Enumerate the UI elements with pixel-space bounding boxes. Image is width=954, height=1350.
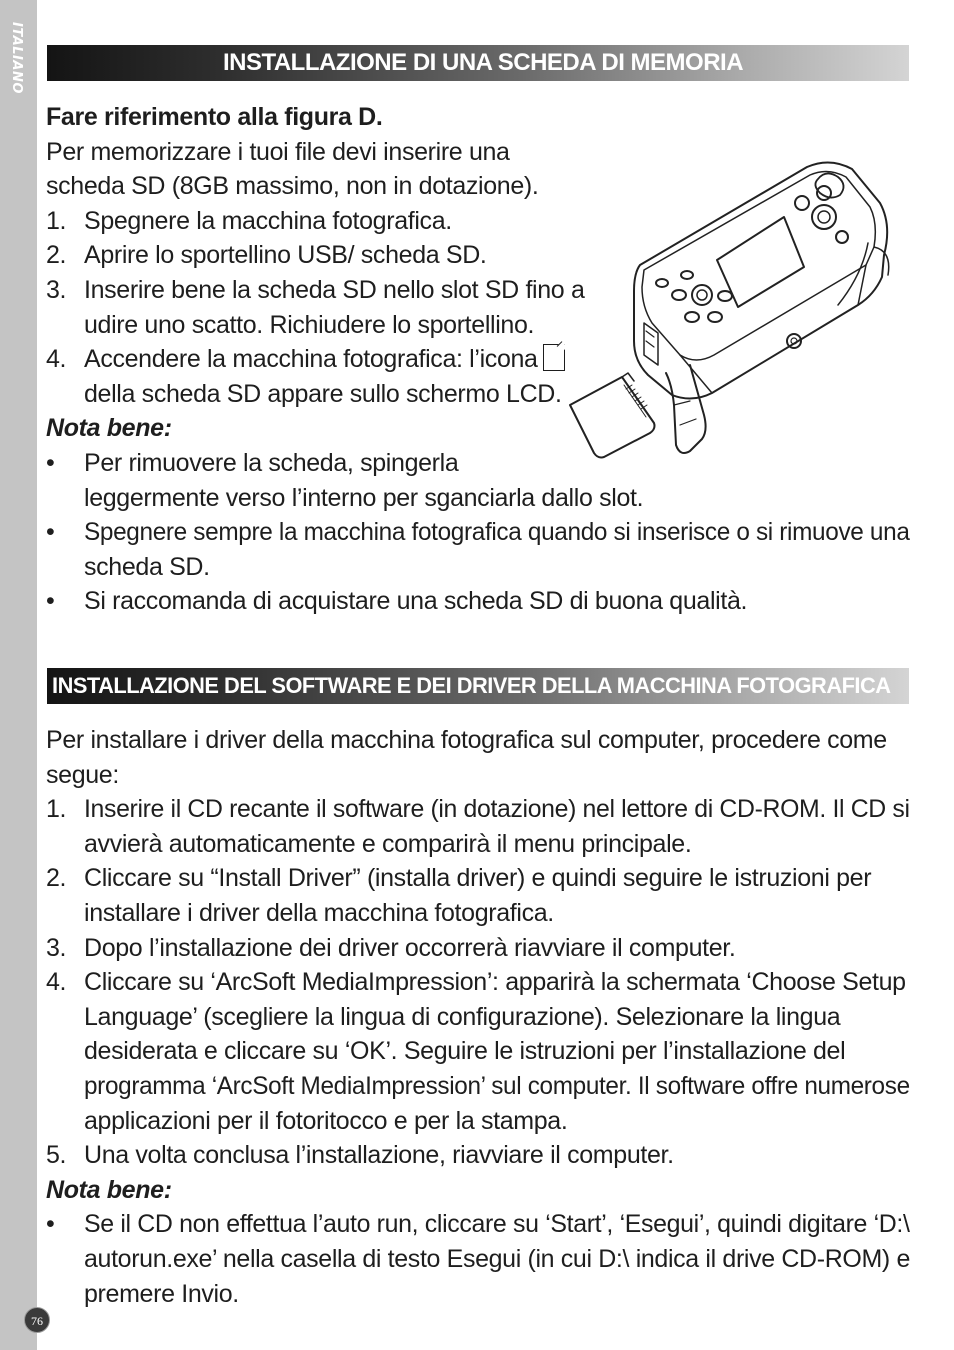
step-text: installare i driver della macchina fotografica. xyxy=(84,899,554,927)
bullet-symbol: • xyxy=(46,449,55,477)
step-text: applicazioni per il fotoritocco e per la stampa. xyxy=(84,1106,568,1135)
camera-button-icon xyxy=(692,285,712,305)
intro-line: scheda SD (8GB massimo, non in dotazione). xyxy=(46,172,539,201)
camera-button-icon xyxy=(685,312,699,322)
note-label: Nota bene: xyxy=(46,414,172,443)
bullet-text: Se il CD non effettua l’auto run, cliccare su ‘Start’, ‘Esegui’, quindi digitare ‘D:\ xyxy=(84,1210,910,1239)
step-number: 1. xyxy=(46,795,67,824)
page-number: 76 xyxy=(24,1307,50,1333)
intro-line: Per installare i driver della macchina fotografica sul computer, procedere come xyxy=(46,726,887,754)
note-label: Nota bene: xyxy=(46,1175,172,1204)
section-title-memory-card: INSTALLAZIONE DI UNA SCHEDA DI MEMORIA xyxy=(47,45,909,81)
step-text: Language’ (scegliere la lingua di configurazione). Selezionare la lingua xyxy=(84,1002,841,1031)
step-number: 1. xyxy=(46,206,67,235)
sd-card-icon xyxy=(570,377,655,458)
step-number: 2. xyxy=(46,241,67,270)
section-title-software-install: INSTALLAZIONE DEL SOFTWARE E DEI DRIVER DELLA MACCHINA FOTOGRAFICA xyxy=(47,668,909,704)
step-text: Cliccare su ‘ArcSoft MediaImpression’: apparirà la schermata ‘Choose Setup xyxy=(84,968,906,997)
step-text: Dopo l’installazione dei driver occorrerà riavviare il computer. xyxy=(84,933,736,962)
step-text-with-icon xyxy=(84,342,565,377)
camera-button-icon xyxy=(681,271,693,279)
bullet-text: premere Invio. xyxy=(84,1279,239,1308)
step-text: Spegnere la macchina fotografica. xyxy=(84,206,452,235)
bullet-text: Per rimuovere la scheda, spingerla xyxy=(84,449,459,477)
bullet-text: leggermente verso l’interno per sganciarla dallo slot. xyxy=(84,483,644,512)
step-text: Accendere la macchina fotografica: l’icona xyxy=(84,345,538,374)
usb-slot-icon xyxy=(644,323,658,365)
figure-reference: Fare riferimento alla figura D. xyxy=(46,103,383,131)
step-number: 3. xyxy=(46,276,67,304)
camera-button-icon xyxy=(815,173,843,197)
step-text: Aprire lo sportellino USB/ scheda SD. xyxy=(84,241,487,270)
bullet-symbol: • xyxy=(46,587,55,616)
language-label: ITALIANO xyxy=(9,22,24,94)
step-text: Cliccare su “Install Driver” (installa driver) e quindi seguire le istruzioni per xyxy=(84,864,872,893)
bullet-symbol: • xyxy=(46,1210,55,1239)
step-text: desiderata e cliccare su ‘OK’. Seguire le istruzioni per l’installazione del xyxy=(84,1037,846,1066)
step-text: della scheda SD appare sullo schermo LCD. xyxy=(84,379,562,408)
step-text: avvierà automaticamente e comparirà il menu principale. xyxy=(84,829,692,858)
bullet-text: Si raccomanda di acquistare una scheda SD di buona qualità. xyxy=(84,587,748,616)
intro-line: Per memorizzare i tuoi file devi inserire una xyxy=(46,137,510,166)
step-number: 5. xyxy=(46,1141,67,1170)
camera-button-icon xyxy=(795,196,809,210)
bullet-text: autorun.exe’ nella casella di testo Esegui (in cui D:\ indica il drive CD-ROM) e xyxy=(84,1245,911,1273)
step-number: 2. xyxy=(46,864,67,893)
camera-sd-card-figure xyxy=(562,155,902,460)
camera-button-icon xyxy=(672,290,686,300)
camera-body-icon xyxy=(634,162,887,398)
bullet-symbol: • xyxy=(46,518,55,547)
step-text: Una volta conclusa l’installazione, riavviare il computer. xyxy=(84,1141,674,1170)
step-number: 3. xyxy=(46,933,67,962)
step-text: udire uno scatto. Richiudere lo sportellino. xyxy=(84,310,535,339)
camera-button-icon xyxy=(836,231,848,243)
step-number: 4. xyxy=(46,345,67,374)
step-text: Inserire bene la scheda SD nello slot SD fino a xyxy=(84,276,585,304)
camera-button-icon xyxy=(708,312,722,322)
camera-button-icon xyxy=(718,291,732,301)
camera-button-icon xyxy=(812,205,836,229)
camera-button-icon xyxy=(656,279,668,287)
step-text: programma ‘ArcSoft MediaImpression’ sul computer. Il software offre numerose xyxy=(84,1072,910,1100)
step-number: 4. xyxy=(46,968,67,997)
bullet-text: scheda SD. xyxy=(84,552,210,581)
intro-line: segue: xyxy=(46,760,119,789)
bullet-text: Spegnere sempre la macchina fotografica quando si inserisce o si rimuove una xyxy=(84,518,910,547)
side-strip xyxy=(0,0,37,1350)
step-text: Inserire il CD recante il software (in dotazione) nel lettore di CD-ROM. Il CD si xyxy=(84,795,910,824)
